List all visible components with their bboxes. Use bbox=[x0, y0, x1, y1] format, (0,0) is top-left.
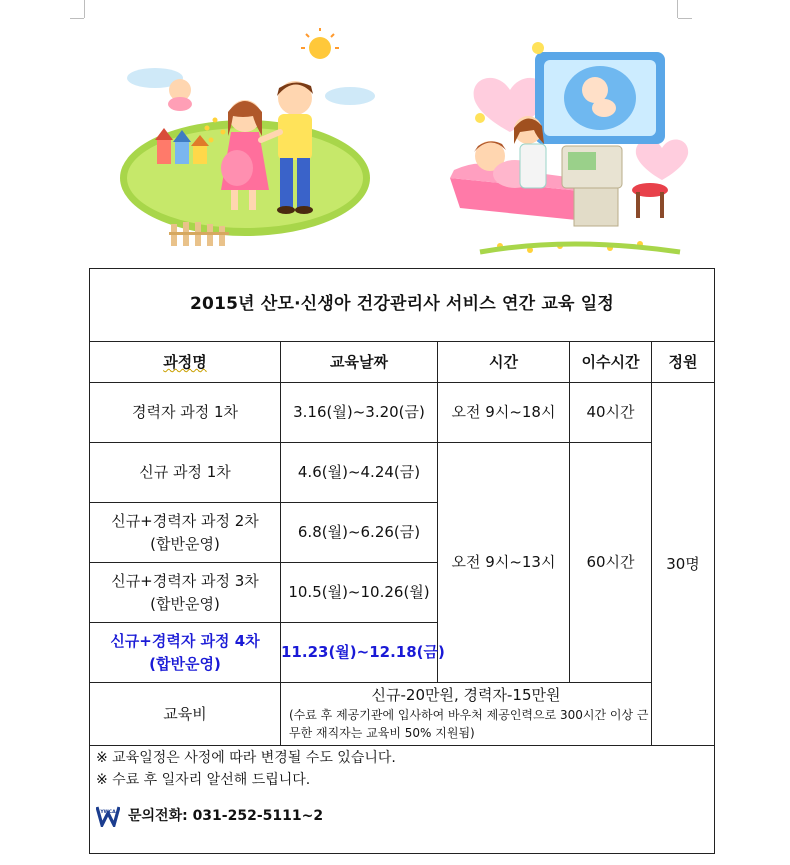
page-corner-mark-left bbox=[84, 0, 85, 18]
fee-amounts: 신규-20만원, 경력자-15만원 bbox=[371, 686, 561, 705]
row4-course bbox=[90, 563, 281, 623]
fee-detail bbox=[281, 683, 652, 746]
time-morning-full: 오전 9시~18시 bbox=[438, 383, 570, 443]
fee-label: 교육비 bbox=[90, 683, 281, 746]
row1-course: 경력자 과정 1차 bbox=[90, 383, 281, 443]
document-title: 2015년 산모·신생아 건강관리사 서비스 연간 교육 일정 bbox=[90, 269, 715, 342]
row1-date: 3.16(월)~3.20(금) bbox=[281, 383, 438, 443]
page-corner-mark-right-h bbox=[678, 18, 692, 19]
couple-walking-illustration bbox=[115, 28, 380, 260]
row2-course: 신규 과정 1차 bbox=[90, 443, 281, 503]
fee-support-note: (수료 후 제공기관에 입사하여 바우처 제공인력으로 300시간 이상 근무한 재직자는 교육비 50% 지원됨) bbox=[289, 707, 649, 741]
header-time: 시간 bbox=[438, 342, 570, 383]
header-date: 교육날짜 bbox=[281, 342, 438, 383]
row4-course-note: (합반운영) bbox=[150, 594, 220, 613]
note-job-placement: ※ 수료 후 일자리 알선해 드립니다. bbox=[96, 771, 311, 788]
row5-course-name: 신규+경력자 과정 4차 bbox=[110, 632, 260, 650]
schedule-table-wrap bbox=[89, 268, 714, 856]
row3-course bbox=[90, 503, 281, 563]
header-hours: 이수시간 bbox=[570, 342, 652, 383]
ultrasound-mother-illustration bbox=[440, 40, 705, 260]
header-capacity: 정원 bbox=[652, 342, 715, 383]
row2-date: 4.6(월)~4.24(금) bbox=[281, 443, 438, 503]
row5-course bbox=[90, 623, 281, 683]
row5-date: 11.23(월)~12.18(금) bbox=[281, 623, 438, 683]
ywca-logo-icon bbox=[96, 805, 120, 827]
contact-phone: 문의전화: 031-252-5111~2 bbox=[128, 807, 324, 824]
svg-text:YWCA: YWCA bbox=[100, 810, 116, 816]
contact-line bbox=[96, 805, 708, 827]
time-morning-half: 오전 9시~13시 bbox=[438, 443, 570, 683]
page-corner-mark-left-h bbox=[70, 18, 84, 19]
row4-course-name: 신규+경력자 과정 3차 bbox=[111, 572, 259, 590]
page-corner-mark-right bbox=[677, 0, 678, 18]
row4-date: 10.5(월)~10.26(월) bbox=[281, 563, 438, 623]
note-schedule-change: ※ 교육일정은 사정에 따라 변경될 수도 있습니다. bbox=[96, 750, 396, 766]
hours-60: 60시간 bbox=[570, 443, 652, 683]
capacity-cell: 30명 bbox=[652, 383, 715, 746]
row3-date: 6.8(월)~6.26(금) bbox=[281, 503, 438, 563]
hours-40: 40시간 bbox=[570, 383, 652, 443]
row3-course-note: (합반운영) bbox=[150, 534, 220, 553]
notes-cell bbox=[90, 746, 715, 854]
row3-course-name: 신규+경력자 과정 2차 bbox=[111, 512, 259, 530]
header-course: 과정명 bbox=[90, 342, 281, 383]
schedule-table bbox=[89, 268, 715, 854]
row5-course-note: (합반운영) bbox=[149, 654, 221, 673]
